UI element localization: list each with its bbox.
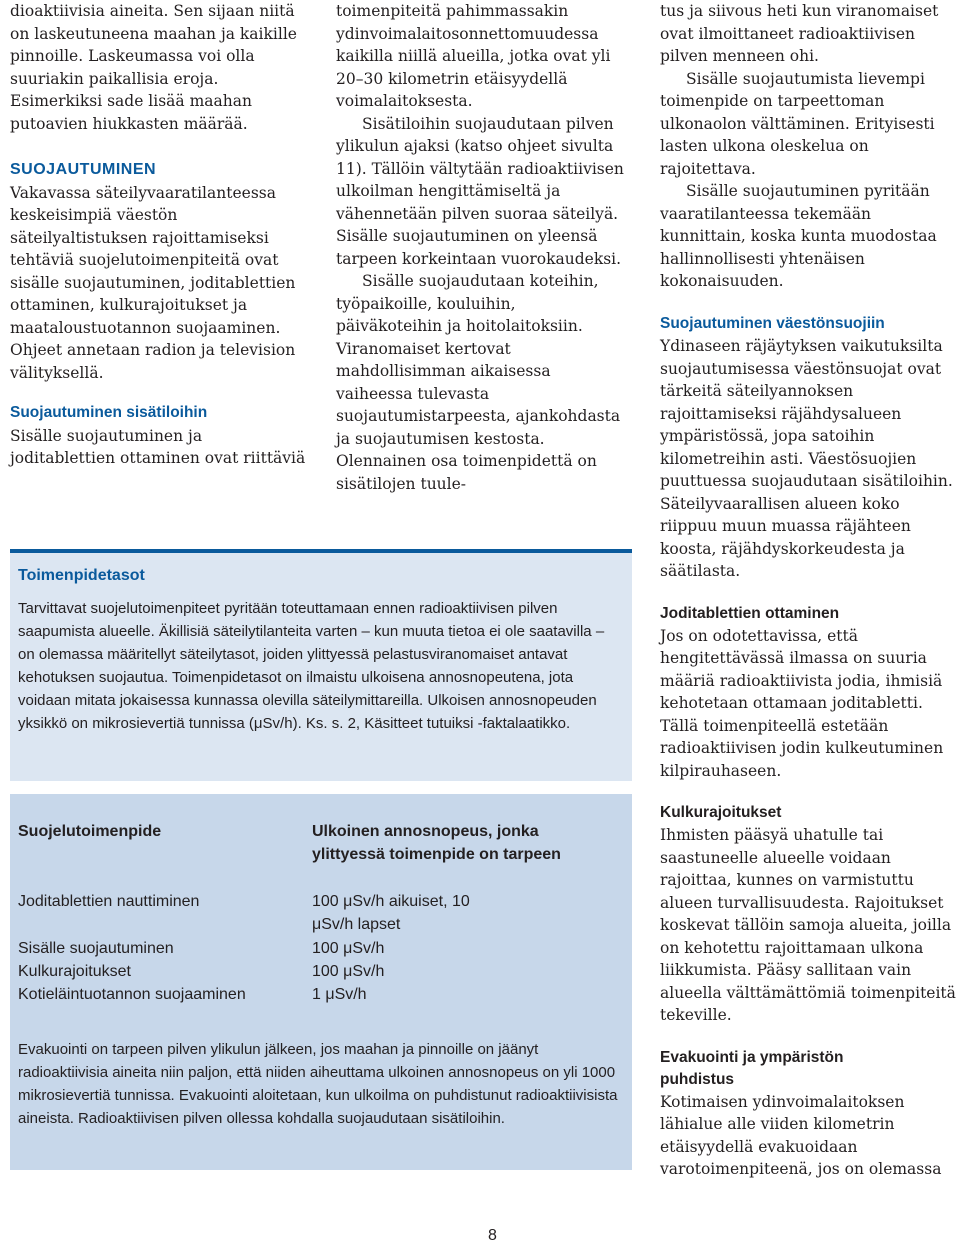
suojautuminen-paragraph: Vakavassa säteilyvaaratilanteessa keskeisimpiä väestön säteilyaltistuksen rajoittamiseksi tehtäviä suojelutoimenpiteitä ovat sisälle suojautuminen, joditablettien ottaminen, kulkurajoitukset ja maataloustuotannon suojaaminen. Ohjeet annetaan radion ja television välityksellä. [10,183,296,382]
measures-table-box [10,794,632,1170]
kulkurajoitukset-paragraph: Ihmisten pääsyä uhatulle tai saastuneelle alueelle voidaan rajoittaa, kunnes on varmistuttu alueen turvallisuudesta. Rajoitukset koskevat tällöin samoja alueita, joilla on kehotettu rajoittamaan ulkona liikkumista. Pääsy sallitaan vain alueella välttämättömiä toimenpiteitä tekeville. [660,826,956,1024]
joditabletit-paragraph: Jos on odotettavissa, että hengitettävässä ilmassa on suuria määriä radioaktiivista jodia, ihmisiä kehotetaan ottamaan joditabletti. Tällä toimenpiteellä estetään radioaktiivisen jodin kulkeutuminen kilpirauhaseen. [660,626,944,780]
right-paragraph-1: tus ja siivous heti kun viranomaiset ovat ilmoittaneet radioaktiivisen pilven menneen ohi. [660,2,939,65]
page-number: 8 [488,1227,497,1244]
table-header-measure: Suojelutoimenpide [18,823,162,840]
table-cell-value: 100 μSv/h aikuiset, 10 μSv/h lapset [312,893,470,933]
table-header-dose-rate: Ulkoinen annosnopeus, jonka ylittyessä toimenpide on tarpeen [312,823,561,863]
subheading-joditabletit: Joditablettien ottaminen [660,604,840,622]
table-cell-measure: Sisälle suojautuminen [18,940,174,957]
toimenpidetasot-box [10,553,632,781]
mid-paragraph-2: Sisätiloihin suojaudutaan pilven ylikulun ajaksi (katso ohjeet sivulta 11). Tällöin vältytään radioaktiivisen ulkoilman hengittämiseltä ja vähennetään pilven suoraa säteilyä. Sisälle suojautuminen on yleensä tarpeen korkeintaan vuorokaudeksi. [336,114,624,268]
right-paragraph-2: Sisälle suojautumista lievempi toimenpide on tarpeettoman ulkonaolon välttäminen. Erityisesti lasten ulkona oleskelua on rajoitettava. [660,69,935,178]
vaestonsuojiin-paragraph: Ydinaseen räjäytyksen vaikutuksilta suojautumisessa väestönsuojat ovat tärkeitä säteilyannoksen rajoittamiseksi räjähdysalueen ympäristössä, jopa satoihin kilometreihin asti. Väestösuojien puuttuessa suojaudutaan sisätiloihin. Säteilyvaarallisen alueen koko riippuu muun muassa räjähteen koosta, räjähdyskorkeudesta ja säätilasta. [660,337,953,580]
subheading-evakuointi: Evakuointi ja ympäristön puhdistus [660,1048,844,1088]
table-cell-measure: Kulkurajoitukset [18,963,131,980]
table-cell-value: 1 μSv/h [312,986,367,1003]
table-cell-measure: Joditablettien nauttiminen [18,893,200,910]
mid-paragraph-3: Sisälle suojaudutaan koteihin, työpaikoille, kouluihin, päiväkoteihin ja hoitolaitoksiin. Viranomaiset kertovat mahdollisimman aikaisessa vaiheessa tulevasta suojautumistarpeesta, ajankohdasta ja suojautumisen kestosta. Olennainen osa toimenpidettä on sisätilojen tuule- [336,272,621,493]
mid-paragraph-1: toimenpiteitä pahimmassakin ydinvoimalaitosonnettomuudessa kaikilla niillä alueilla, jotka ovat yli 20–30 kilometrin etäisyydellä voimalaitoksesta. [336,2,611,110]
evakuointi-note: Evakuointi on tarpeen pilven ylikulun jälkeen, jos maahan ja pinnoille on jäänyt radioaktiivisia aineita niin paljon, että niiden aiheuttama ulkoinen annosnopeus on yli 1000 mikrosievertiä tunnissa. Evakuointi aloitetaan, kun ulkoilma on puhdistunut radioaktiivisista aineista. Radioaktiivisen pilven ollessa kohdalla suojaudutaan sisätiloihin. [18,1041,618,1127]
subheading-kulkurajoitukset: Kulkurajoitukset [660,804,782,821]
intro-paragraph: dioaktiivisia aineita. Sen sijaan niitä on laskeutuneena maahan ja kaikille pinnoille. Laskeumassa voi olla suuriakin paikallisia eroja. Esimerkiksi sade lisää maahan putoavien hiukkasten määrää. [10,2,297,133]
table-cell-value: 100 μSv/h [312,940,385,957]
table-cell-measure: Kotieläintuotannon suojaaminen [18,986,246,1003]
table-cell-value: 100 μSv/h [312,963,385,980]
evakuointi-paragraph: Kotimaisen ydinvoimalaitoksen lähialue alle viiden kilometrin etäisyydellä evakuoidaan varotoimenpiteenä, jos on olemassa [660,1092,942,1178]
middle-column [336,0,626,495]
box-title: Toimenpidetasot [18,567,145,584]
box-intro-text: Tarvittavat suojelutoimenpiteet pyritään toteuttamaan ennen radioaktiivisen pilven saapumista alueelle. Äkillisiä säteilytilanteita varten – kun muuta tietoa ei ole saatavilla – on olemassa määritellyt säteilytasot, joiden ylittyessä pelastusviranomaiset antavat kehotuksen suojautua. Toimenpidetasot on ilmaistu ulkoisena annosnopeutena, jota voidaan mitata jokaisessa kunnassa olevilla säteilymittareilla. Ulkoisen annosnopeuden yksikkö on mikrosievertiä tunnissa (μSv/h). Ks. s. 2, Käsitteet tutuiksi -faktalaatikko. [18,600,605,732]
right-column [660,0,960,1181]
right-paragraph-3: Sisälle suojautuminen pyritään vaaratilanteessa tekemään kunnittain, koska kunta muodostaa hallinnollisesti yhtenäisen kokonaisuuden. [660,182,937,290]
subheading-vaestonsuojiin: Suojautuminen väestönsuojiin [660,314,885,332]
section-heading-suojautuminen: SUOJAUTUMINEN [10,161,157,178]
sisatiloihin-paragraph: Sisälle suojautuminen ja joditablettien ottaminen ovat riittäviä [10,426,306,467]
subheading-sisatiloihin: Suojautuminen sisätiloihin [10,404,208,421]
left-column [10,0,310,470]
